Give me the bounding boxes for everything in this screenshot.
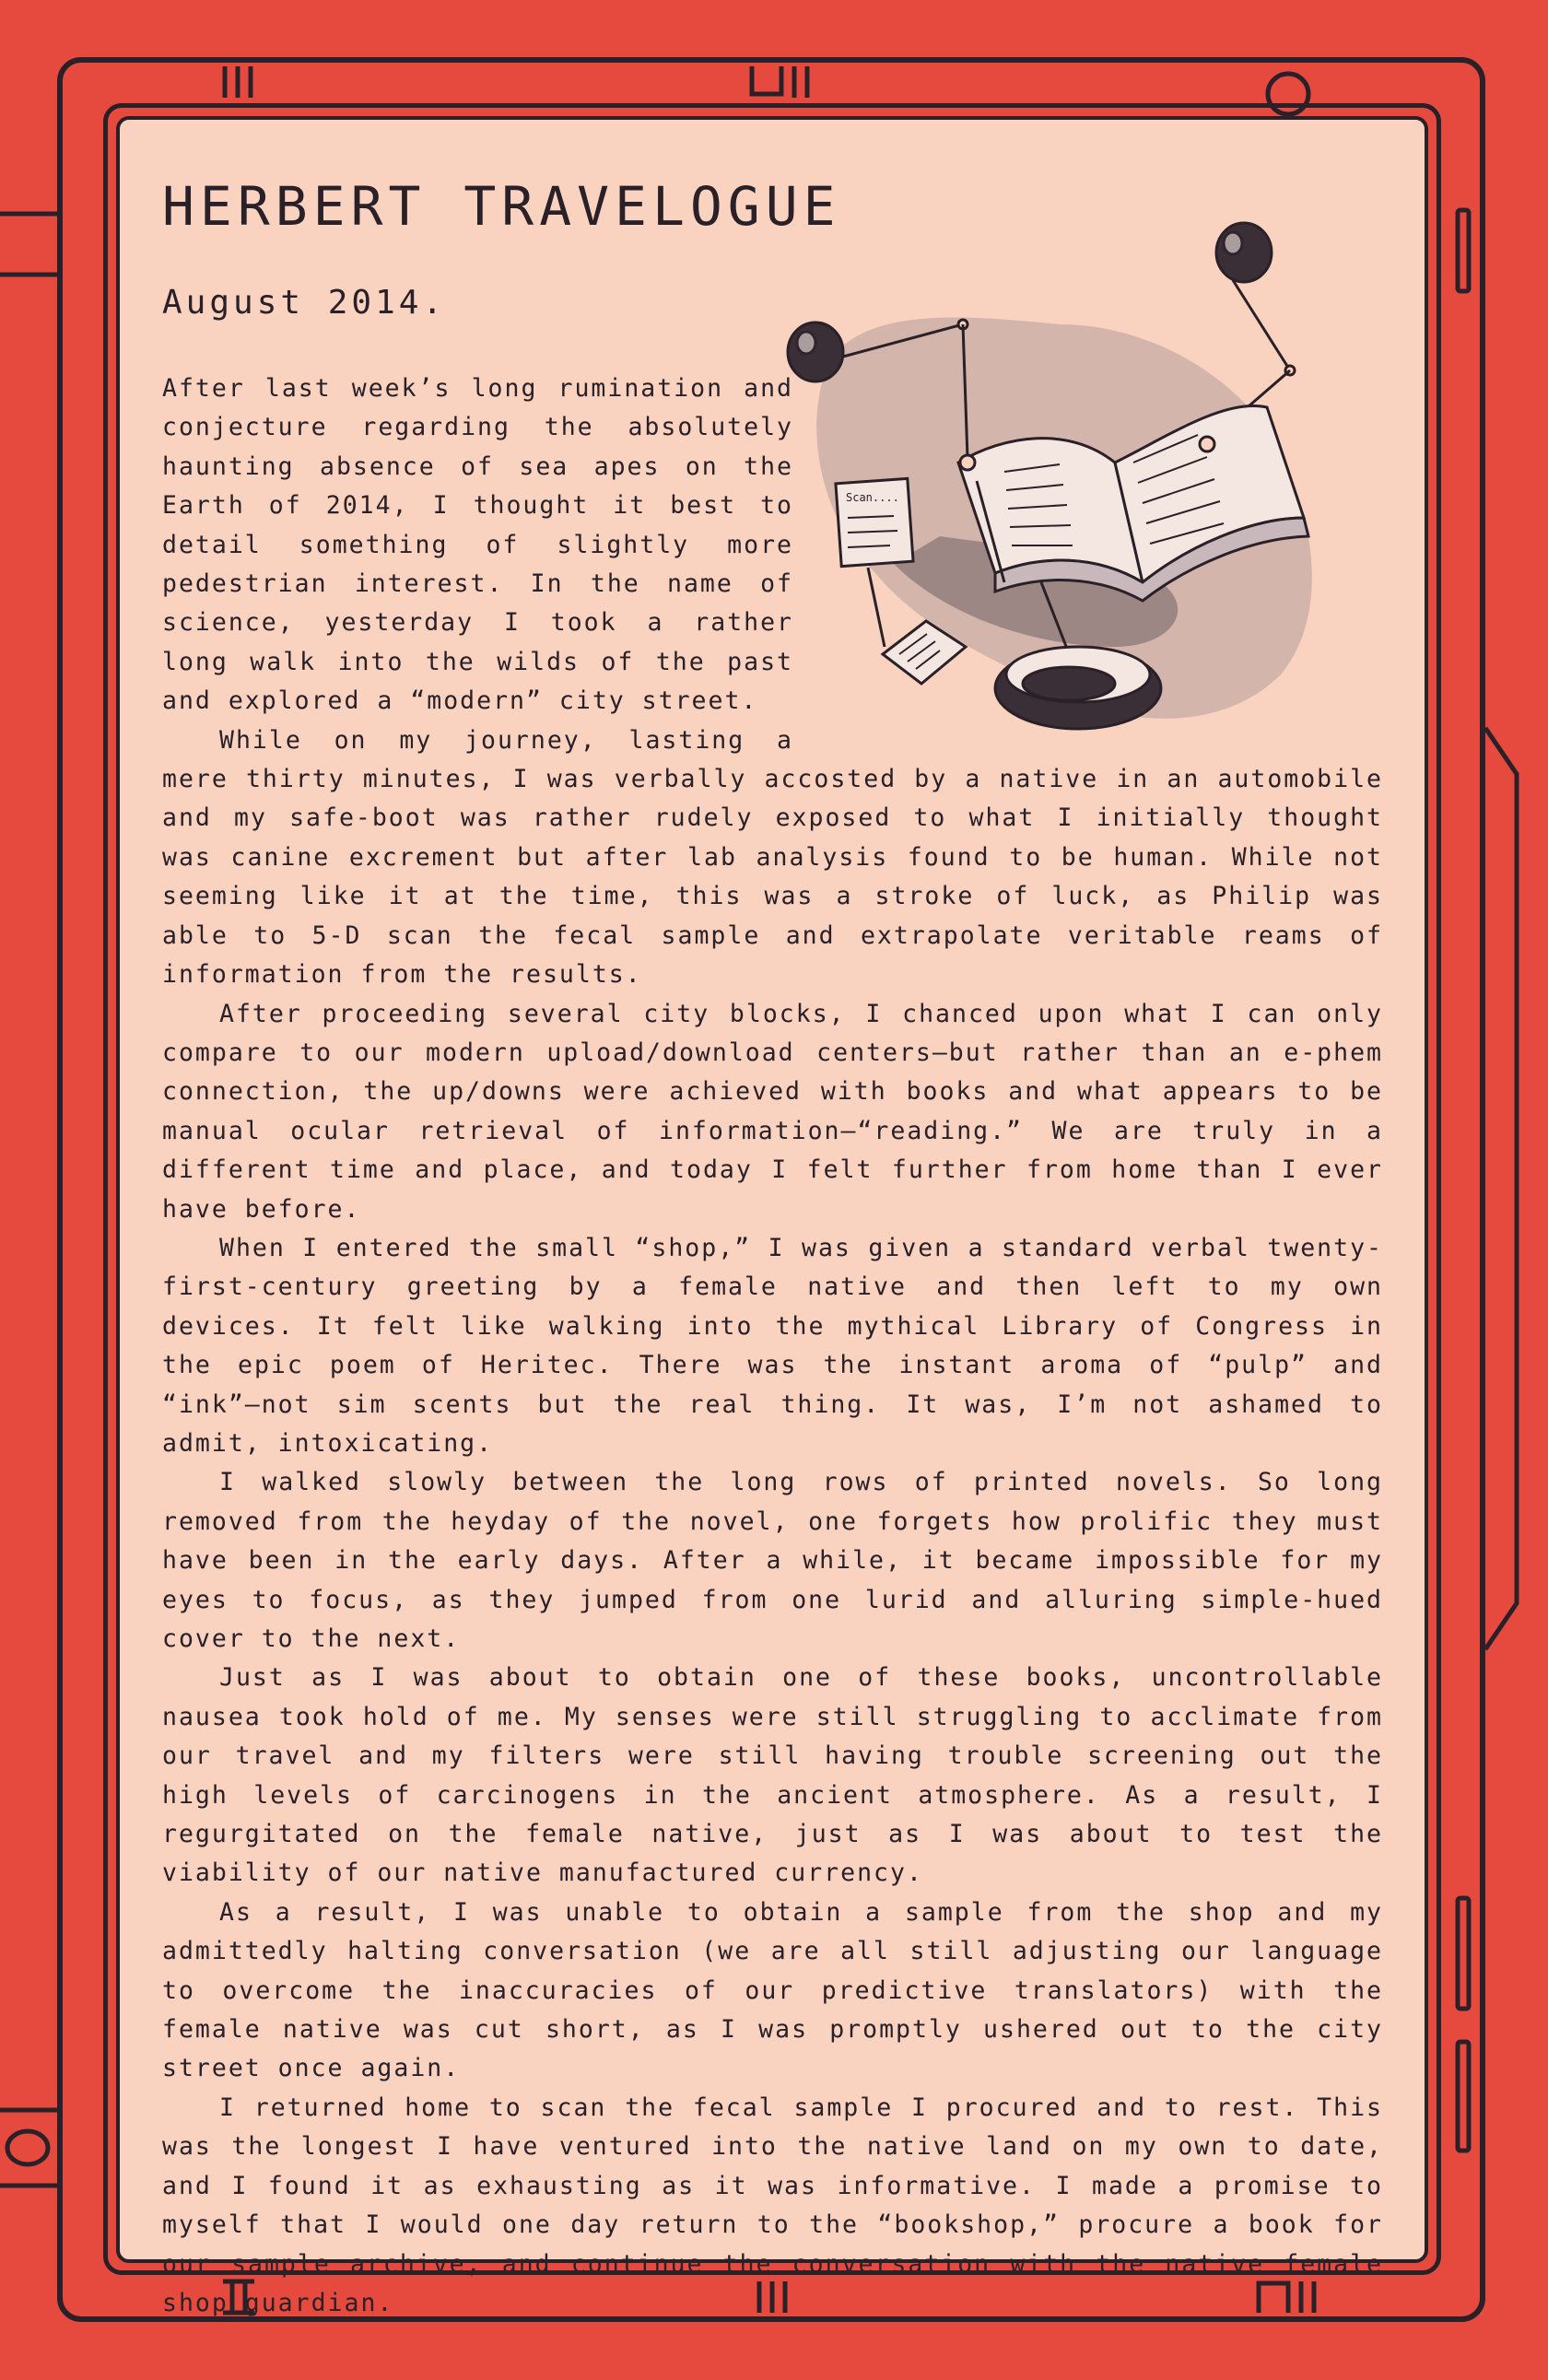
article-body: [162, 369, 1383, 2323]
article-paragraph: I returned home to scan the fecal sample I procured and to rest. This was the longest I have ventured into the native land on my own to date, and I found it as exhausting as it was informative. I made a promise to myself that I would one day return to the “bookshop,” procure a book for our sample archive, and continue the conversation with the native female shop guardian.: [162, 2093, 1383, 2317]
article-paragraph: As a result, I was unable to obtain a sample from the shop and my admittedly halting conversation (we are all still adjusting our language to overcome the inaccuracies of our predictive translators) with the female native was cut short, as I was promptly ushered out to the city street once again.: [162, 1897, 1383, 2083]
article-paragraph: While on my journey, lasting a mere thirty minutes, I was verbally accosted by a native in an automobile and my safe-boot was rather rudely exposed to what I initially thought was canine excrement but after lab analysis found to be human. While not seeming like it at the time, this was a stroke of luck, as Philip was able to 5-D scan the fecal sample and extrapolate veritable reams of information from the results.: [162, 725, 1383, 990]
article-paragraph: When I entered the small “shop,” I was given a standard verbal twenty-first-century greeting by a female native and then left to my own devices. It felt like walking into the mythical Library of Congress in the epic poem of Heritec. There was the instant aroma of “pulp” and “ink”—not sim scents but the real thing. It was, I’m not ashamed to admit, intoxicating.: [162, 1233, 1383, 1458]
scan-note-text: Scan....: [846, 491, 899, 504]
article-paragraph: After proceeding several city blocks, I chanced upon what I can only compare to our modern upload/download centers—but rather than an e-phem connection, the up/downs were achieved with books and what appears to be manual ocular retrieval of information—“reading.” We are truly in a different time and place, and today I felt further from home than I ever have before.: [162, 999, 1383, 1224]
left-side-tab-top: [0, 214, 57, 275]
top-marks: [225, 66, 1308, 114]
article-paragraph: After last week’s long rumination and conjecture regarding the absolutely haunting absence of sea apes on the Earth of 2014, I thought it best to detail something of slightly more pedestrian interest. In the name of science, yesterday I took a rather long walk into the wilds of the past and explored a “modern” city street.: [162, 374, 793, 716]
right-side-bracket: [1485, 728, 1517, 1649]
article-paragraph: Just as I was about to obtain one of these books, uncontrollable nausea took hold of me. My senses were still struggling to acclimate from our travel and my filters were still having trouble screening out the high levels of carcinogens in the ancient atmosphere. As a result, I regurgitated on the female native, just as I was about to test the viability of our native manufactured currency.: [162, 1663, 1383, 1888]
left-side-tab-bottom: [0, 2110, 57, 2186]
entry-date: August 2014.: [162, 284, 447, 322]
right-side-slots: [1458, 210, 1469, 2151]
article-paragraph: I walked slowly between the long rows of printed novels. So long removed from the heyday of the novel, one forgets how prolific they must have been in the early days. After a while, it became impossible for my eyes to focus, as they jumped from one lurid and alluring simple-hued cover to the next.: [162, 1468, 1383, 1653]
page-title: HERBERT TRAVELOGUE: [162, 175, 841, 238]
illustration-wrap-space: [812, 369, 1383, 755]
